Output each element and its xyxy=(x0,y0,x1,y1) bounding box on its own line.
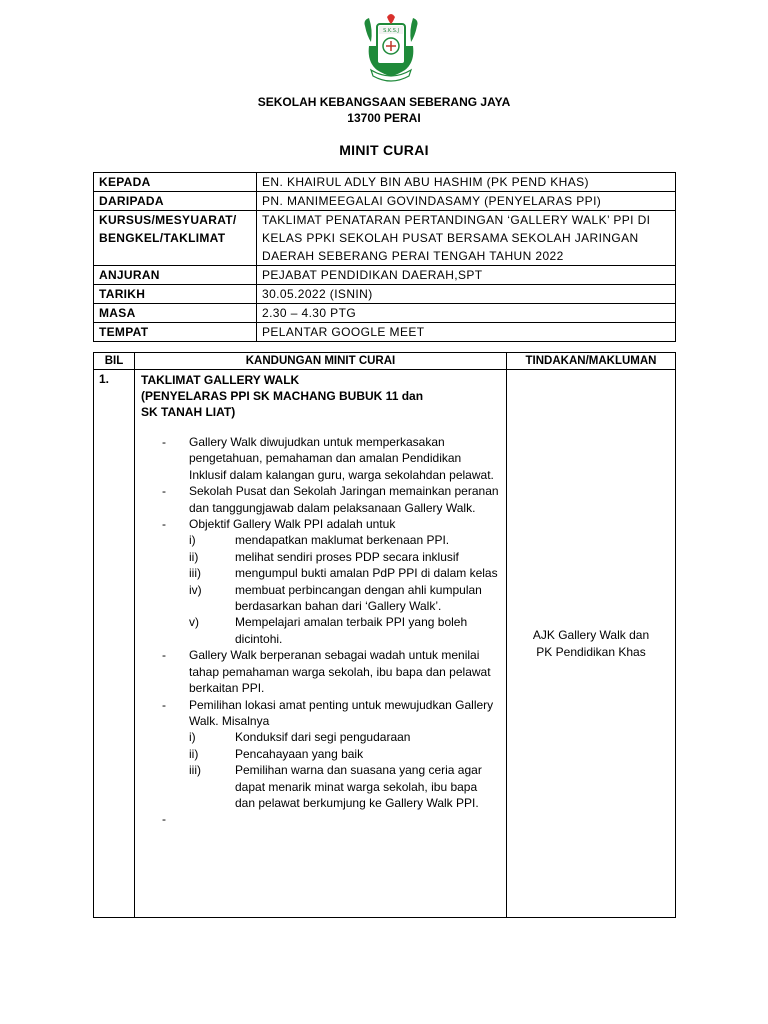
bullet-dash: - xyxy=(162,517,166,532)
section-subtitle: SK TANAH LIAT) xyxy=(141,405,236,419)
sub-item-number: ii) xyxy=(189,746,199,761)
action-line: PK Pendidikan Khas xyxy=(536,644,646,659)
info-value: PEJABAT PENDIDIKAN DAERAH,SPT xyxy=(257,266,676,285)
sub-item-text: mendapatkan maklumat berkenaan PPI. xyxy=(235,533,450,548)
info-row-tarikh xyxy=(94,285,676,304)
bullet-text: Objektif Gallery Walk PPI adalah untuk xyxy=(189,517,396,532)
document-title: MINIT CURAI xyxy=(339,142,429,158)
info-row-anjuran xyxy=(94,266,676,285)
minutes-header-row xyxy=(94,353,676,370)
sub-item-number: i) xyxy=(189,533,196,548)
sub-item-number: iii) xyxy=(189,763,201,778)
action-line: AJK Gallery Walk dan xyxy=(532,627,650,642)
bullet-item xyxy=(141,697,500,730)
sub-item xyxy=(141,746,500,762)
sub-item xyxy=(141,762,500,811)
row-content xyxy=(135,370,507,918)
info-row-kepada xyxy=(94,173,676,192)
info-value: TAKLIMAT PENATARAN PERTANDINGAN ‘GALLERY WALK’ PPI DI KELAS PPKI SEKOLAH PUSAT BERSAMA SEKOLAH JARINGAN DAERAH SEBERANG PERAI TENGAH TAHUN 2022 xyxy=(257,211,676,266)
sub-item-number: ii) xyxy=(189,549,199,564)
bullet-dash: - xyxy=(162,435,166,449)
sub-item-text: Konduksif dari segi pengudaraan xyxy=(235,730,411,745)
col-header-action: TINDAKAN/MAKLUMAN xyxy=(507,353,676,370)
sub-item xyxy=(141,565,500,581)
bullet-dash: - xyxy=(162,648,166,663)
sub-item-number: v) xyxy=(189,615,199,630)
info-value: PN. MANIMEEGALAI GOVINDASAMY (PENYELARAS PPI) xyxy=(257,192,676,211)
info-row-kursus xyxy=(94,211,676,266)
sub-item xyxy=(141,729,500,745)
info-value: 2.30 – 4.30 PTG xyxy=(257,304,676,323)
info-value: PELANTAR GOOGLE MEET xyxy=(257,323,676,342)
col-header-bil: BIL xyxy=(94,353,135,370)
bullet-item xyxy=(141,434,500,483)
section-title: TAKLIMAT GALLERY WALK xyxy=(141,373,300,387)
school-crest-logo xyxy=(357,12,425,84)
sub-item-number: iv) xyxy=(189,582,202,597)
sub-item xyxy=(141,582,500,615)
info-value: 30.05.2022 (ISNIN) xyxy=(257,285,676,304)
info-table xyxy=(93,172,676,342)
minutes-row xyxy=(94,370,676,918)
info-key: MASA xyxy=(94,304,257,323)
info-row-daripada xyxy=(94,192,676,211)
info-row-masa xyxy=(94,304,676,323)
sub-item-text: mengumpul bukti amalan PdP PPI di dalam kelas xyxy=(235,566,498,581)
sub-item-text: Pemilihan warna dan suasana yang ceria agar dapat menarik minat warga sekolah, ibu bapa dan pelawat berkumjung ke Gallery Walk PPI. xyxy=(235,763,482,810)
sub-item-text: melihat sendiri proses PDP secara inklusif xyxy=(235,549,459,564)
school-postcode: 13700 PERAI xyxy=(347,111,421,125)
section-subtitle: (PENYELARAS PPI SK MACHANG BUBUK 11 dan xyxy=(141,389,424,403)
svg-text:S.K.S.J: S.K.S.J xyxy=(383,28,399,34)
sub-item-number: i) xyxy=(189,730,196,745)
sub-item xyxy=(141,549,500,565)
minutes-table xyxy=(93,352,676,918)
bullet-item xyxy=(141,516,500,532)
bullet-text: Gallery Walk berperanan sebagai wadah untuk menilai tahap pemahaman warga sekolah, ibu bapa dan pelawat berkaitan PPI. xyxy=(189,648,491,696)
bullet-item xyxy=(141,483,500,516)
school-name: SEKOLAH KEBANGSAAN SEBERANG JAYA xyxy=(257,95,511,109)
info-key: KEPADA xyxy=(94,173,257,192)
bullet-text: Sekolah Pusat dan Sekolah Jaringan memainkan peranan dan tanggungjawab dalam pelaksanaan Gallery Walk. xyxy=(189,484,499,515)
col-header-content: KANDUNGAN MINIT CURAI xyxy=(135,353,507,370)
sub-item-text: membuat perbincangan dengan ahli kumpulan berdasarkan bahan dari ‘Gallery Walk’. xyxy=(235,582,482,614)
sub-item-number: iii) xyxy=(189,566,201,581)
sub-item xyxy=(141,532,500,548)
info-row-tempat xyxy=(94,323,676,342)
bullet-item-empty xyxy=(141,811,500,827)
bullet-dash: - xyxy=(162,697,166,712)
bullet-dash: - xyxy=(162,812,166,827)
info-key: TEMPAT xyxy=(94,323,257,342)
info-key: KURSUS/MESYUARAT/ BENGKEL/TAKLIMAT xyxy=(94,211,257,266)
bullet-text: Gallery Walk diwujudkan untuk memperkasakan pengetahuan, pemahaman dan amalan Pendidikan Inklusif dalam kalangan guru, warga sekolahdan pelawat. xyxy=(189,435,494,482)
bullet-text: Pemilihan lokasi amat penting untuk mewujudkan Gallery Walk. Misalnya xyxy=(189,697,494,728)
row-action xyxy=(507,370,676,918)
row-number: 1. xyxy=(94,370,135,918)
info-value: EN. KHAIRUL ADLY BIN ABU HASHIM (PK PEND KHAS) xyxy=(257,173,676,192)
info-key: TARIKH xyxy=(94,285,257,304)
info-key: DARIPADA xyxy=(94,192,257,211)
bullet-dash: - xyxy=(162,484,166,499)
sub-item-text: Pencahayaan yang baik xyxy=(235,746,364,761)
info-key: ANJURAN xyxy=(94,266,257,285)
bullet-item xyxy=(141,647,500,696)
sub-item xyxy=(141,614,500,647)
sub-item-text: Mempelajari amalan terbaik PPI yang boleh dicintohi. xyxy=(235,615,468,646)
